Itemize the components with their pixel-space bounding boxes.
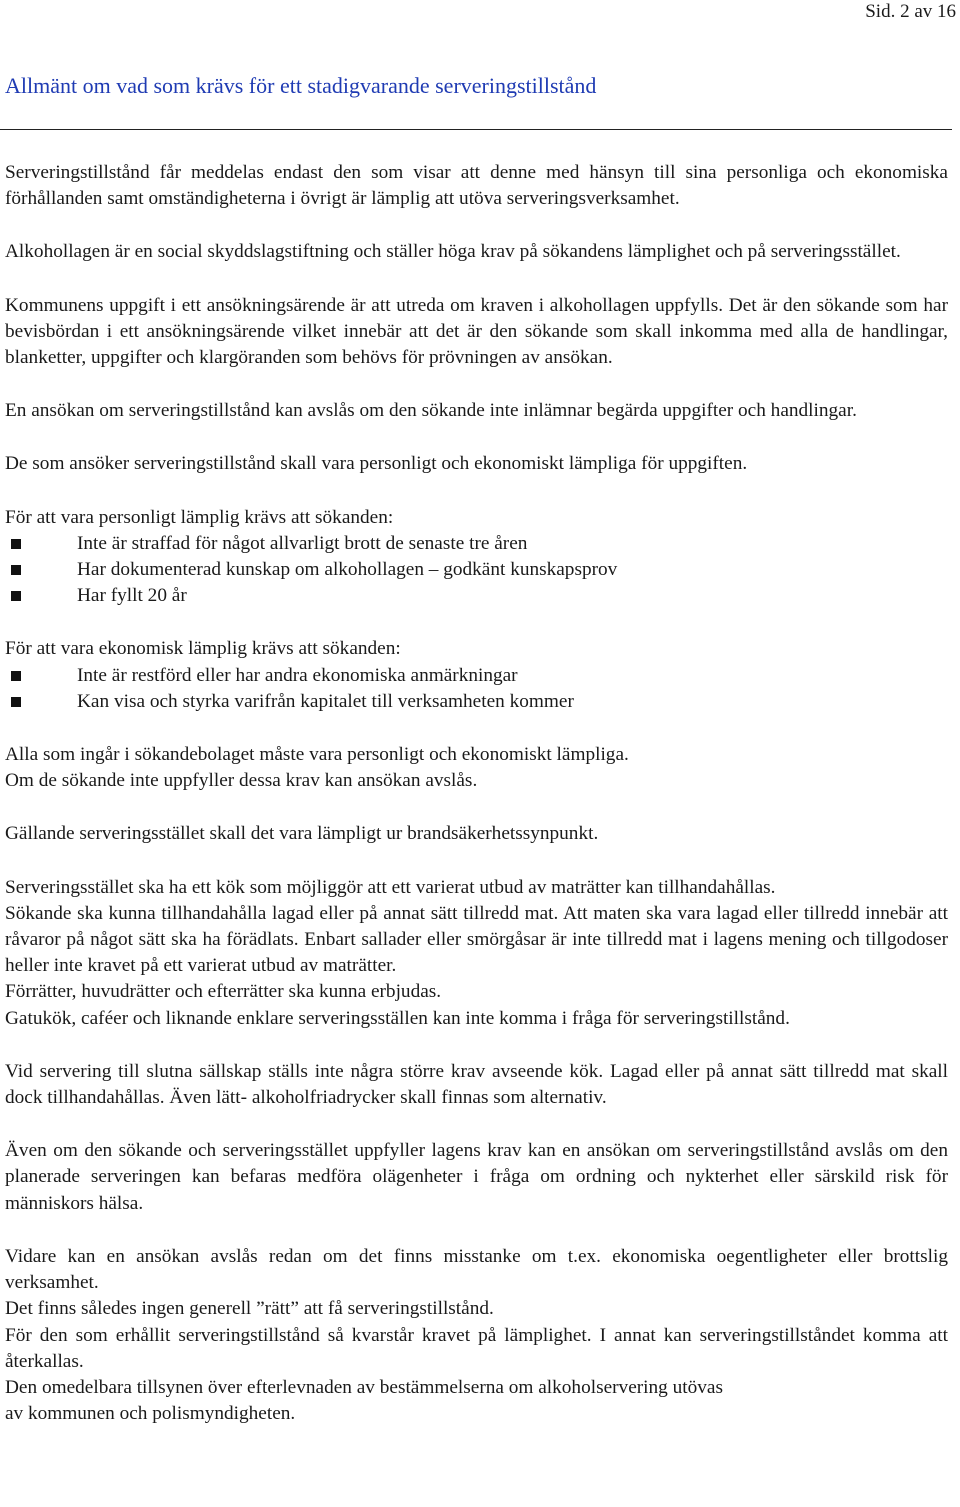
bullet-icon <box>11 671 21 681</box>
paragraph-prepared-food: Sökande ska kunna tillhandahålla lagad eller på annat sätt tillredd mat. Att maten ska vara lagad eller tillredd innebär att råvaror på något sätt ska ha förädlats. Enbart sallader eller smörgåsar är inte tillredd mat i lagens mening och tillgodoser heller inte kravet på ett varierat utbud av maträtter. <box>5 902 948 977</box>
page-title: Allmänt om vad som krävs för ett stadigvarande serveringstillstånd <box>5 73 597 98</box>
bullet-icon <box>11 591 21 601</box>
paragraph-revocation: För den som erhållit serveringstillstånd så kvarstår kravet på lämplighet. I annat kan serveringstillståndet komma att återkallas. <box>5 1324 948 1372</box>
document-body <box>5 160 948 1427</box>
paragraph-municipality-task: Kommunens uppgift i ett ansökningsärende är att utreda om kraven i alkohollagen uppfylls. Det är den sökande som har bevisbördan i ett ansökningsärende vilket innebär att det är den sökande som skall inkomma med alla de handlingar, blanketter, uppgifter och klargöranden som behövs för prövningen av ansökan. <box>5 294 948 369</box>
bullet-icon <box>11 565 21 575</box>
paragraph-suspicion: Vidare kan en ansökan avslås redan om det finns misstanke om t.ex. ekonomiska oegentligheter eller brottslig verksamhet. <box>5 1245 948 1294</box>
paragraph-licence-basis: Serveringstillstånd får meddelas endast den som visar att denne med hänsyn till sina personliga och ekonomiska förhållanden samt omständigheterna i övrigt är lämplig att utöva serveringsverksamhet. <box>5 162 948 210</box>
paragraph-rejection-criteria: Om de sökande inte uppfyller dessa krav kan ansökan avslås. <box>5 770 478 792</box>
paragraph-alcohol-law: Alkohollagen är en social skyddslagstiftning och ställer höga krav på sökandens lämplighet och på serveringsstället. <box>5 241 901 263</box>
paragraph-fire-safety: Gällande serveringsstället skall det vara lämpligt ur brandsäkerhetssynpunkt. <box>5 823 599 845</box>
paragraph-street-kitchens: Gatukök, caféer och liknande enklare serveringsställen kan inte komma i fråga för serveringstillstånd. <box>5 1007 790 1029</box>
paragraph-company-members: Alla som ingår i sökandebolaget måste vara personligt och ekonomiskt lämpliga. <box>5 744 629 766</box>
economic-requirements-intro: För att vara ekonomisk lämplig krävs att sökanden: <box>5 638 401 660</box>
paragraph-kitchen: Serveringsstället ska ha ett kök som möjliggör att ett varierat utbud av maträtter kan tillhandahållas. <box>5 876 776 898</box>
list-item: Kan visa och styrka varifrån kapitalet till verksamheten kommer <box>5 689 948 715</box>
heading-divider <box>0 129 952 130</box>
economic-requirements-list <box>5 663 948 715</box>
paragraph-no-right: Det finns således ingen generell ”rätt” att få serveringstillstånd. <box>5 1298 494 1320</box>
page-number: Sid. 2 av 16 <box>865 1 956 22</box>
list-item: Inte är straffad för något allvarligt brott de senaste tre åren <box>5 531 948 557</box>
personal-requirements-list <box>5 531 948 610</box>
bullet-icon <box>11 697 21 707</box>
list-item: Har dokumenterad kunskap om alkohollagen – godkänt kunskapsprov <box>5 557 948 583</box>
paragraph-courses: Förrätter, huvudrätter och efterrätter ska kunna erbjudas. <box>5 981 442 1003</box>
paragraph-public-order: Även om den sökande och serveringsstället uppfyller lagens krav kan en ansökan om serveringstillstånd avslås om den planerade serveringen kan befaras medföra olägenheter i fråga om ordning och nykterhet eller särskild risk för människors hälsa. <box>5 1140 948 1214</box>
personal-requirements-intro: För att vara personligt lämplig krävs att sökanden: <box>5 506 394 528</box>
list-item: Inte är restförd eller har andra ekonomiska anmärkningar <box>5 663 948 689</box>
bullet-icon <box>11 539 21 549</box>
paragraph-rejection: En ansökan om serveringstillstånd kan avslås om den sökande inte inlämnar begärda uppgifter och handlingar. <box>5 400 857 422</box>
paragraph-suitability: De som ansöker serveringstillstånd skall vara personligt och ekonomiskt lämpliga för uppgiften. <box>5 453 748 475</box>
list-item: Har fyllt 20 år <box>5 583 948 609</box>
paragraph-closed-parties: Vid servering till slutna sällskap ställs inte några större krav avseende kök. Lagad eller på annat sätt tillredd mat skall dock tillhandahållas. Även lätt- alkoholfriadrycker skall finnas som alternativ. <box>5 1060 948 1109</box>
paragraph-supervision: Den omedelbara tillsynen över efterlevnaden av bestämmelserna om alkoholservering utövas av kommunen och polismyndigheten. <box>5 1376 723 1425</box>
